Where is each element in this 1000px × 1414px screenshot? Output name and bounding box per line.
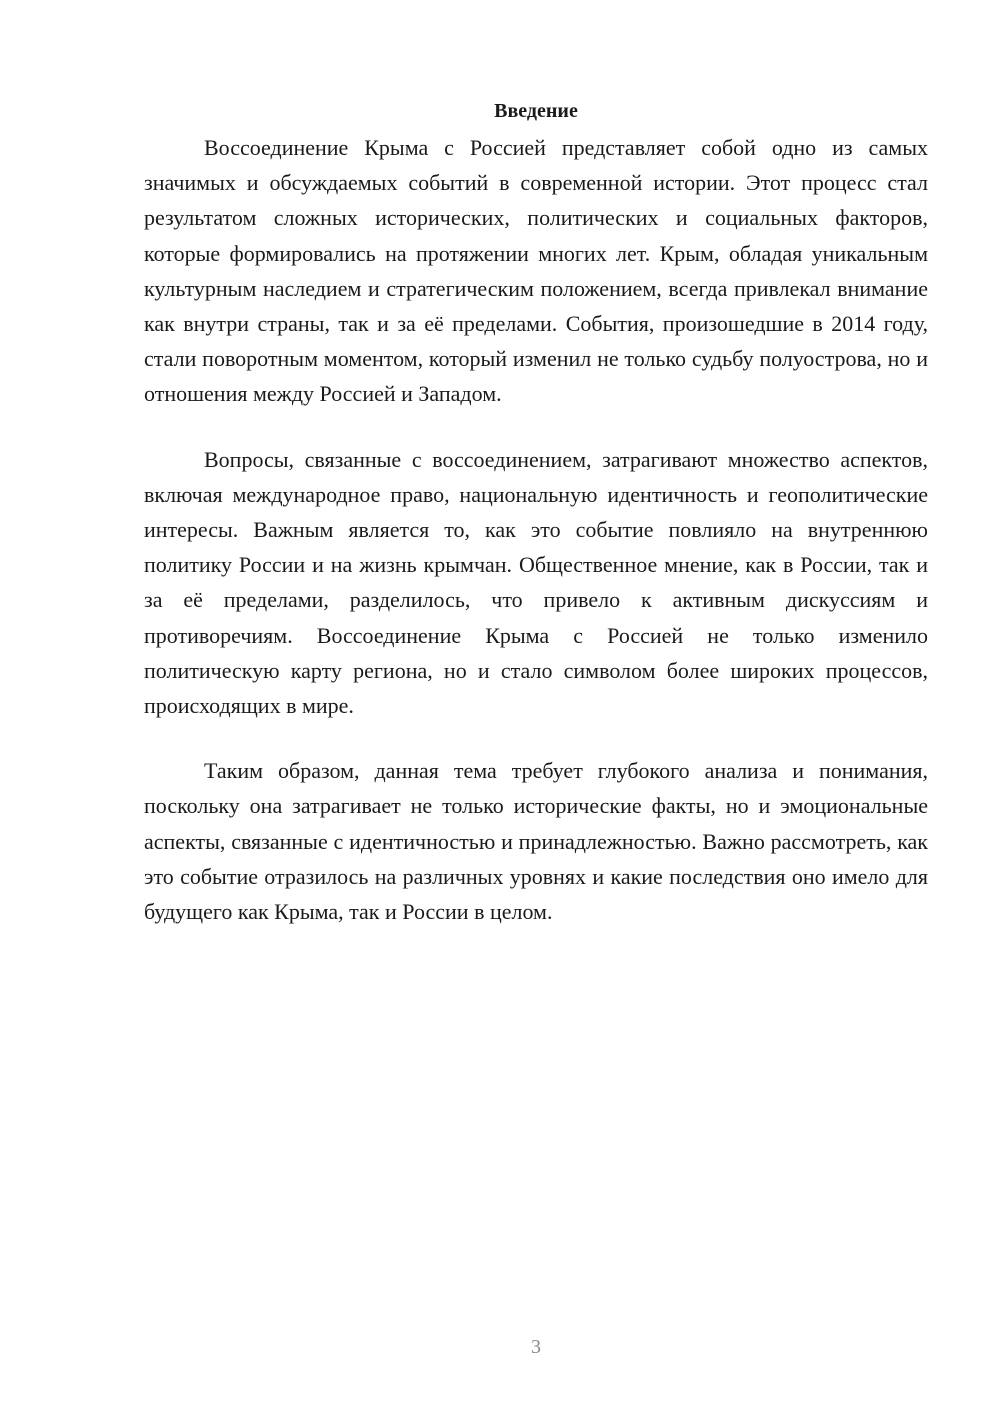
paragraph-2: Вопросы, связанные с воссоединением, затрагивают множество аспектов, включая международное право, национальную идентичность и геополитические интересы. Важным является то, как это событие повлияло на внутреннюю политику России и на жизнь крымчан. Общественное мнение, как в России, так и за её пределами, разделилось, что привело к активным дискуссиям и противоречиям. Воссоединение Крыма с Россией не только изменило политическую карту региона, но и стало символом более широких процессов, происходящих в мире. bbox=[144, 446, 928, 719]
paragraph-1: Воссоединение Крыма с Россией представляет собой одно из самых значимых и обсуждаемых событий в современной истории. Этот процесс стал результатом сложных исторических, политических и социальных факторов, которые формировались на протяжении многих лет. Крым, обладая уникальным культурным наследием и стратегическим положением, всегда привлекал внимание как внутри страны, так и за её пределами. События, произошедшие в 2014 году, стали поворотным моментом, который изменил не только судьбу полуострова, но и отношения между Россией и Западом. bbox=[144, 135, 928, 407]
paragraph-3: Таким образом, данная тема требует глубокого анализа и понимания, поскольку она затрагивает не только исторические факты, но и эмоциональные аспекты, связанные с идентичностью и принадлежностью. Важно рассмотреть, как это событие отразилось на различных уровнях и какие последствия оно имело для будущего как Крыма, так и России в целом. bbox=[144, 758, 928, 925]
page-content bbox=[144, 96, 928, 959]
section-title: Введение bbox=[494, 100, 578, 122]
page-number: 3 bbox=[531, 1336, 541, 1358]
